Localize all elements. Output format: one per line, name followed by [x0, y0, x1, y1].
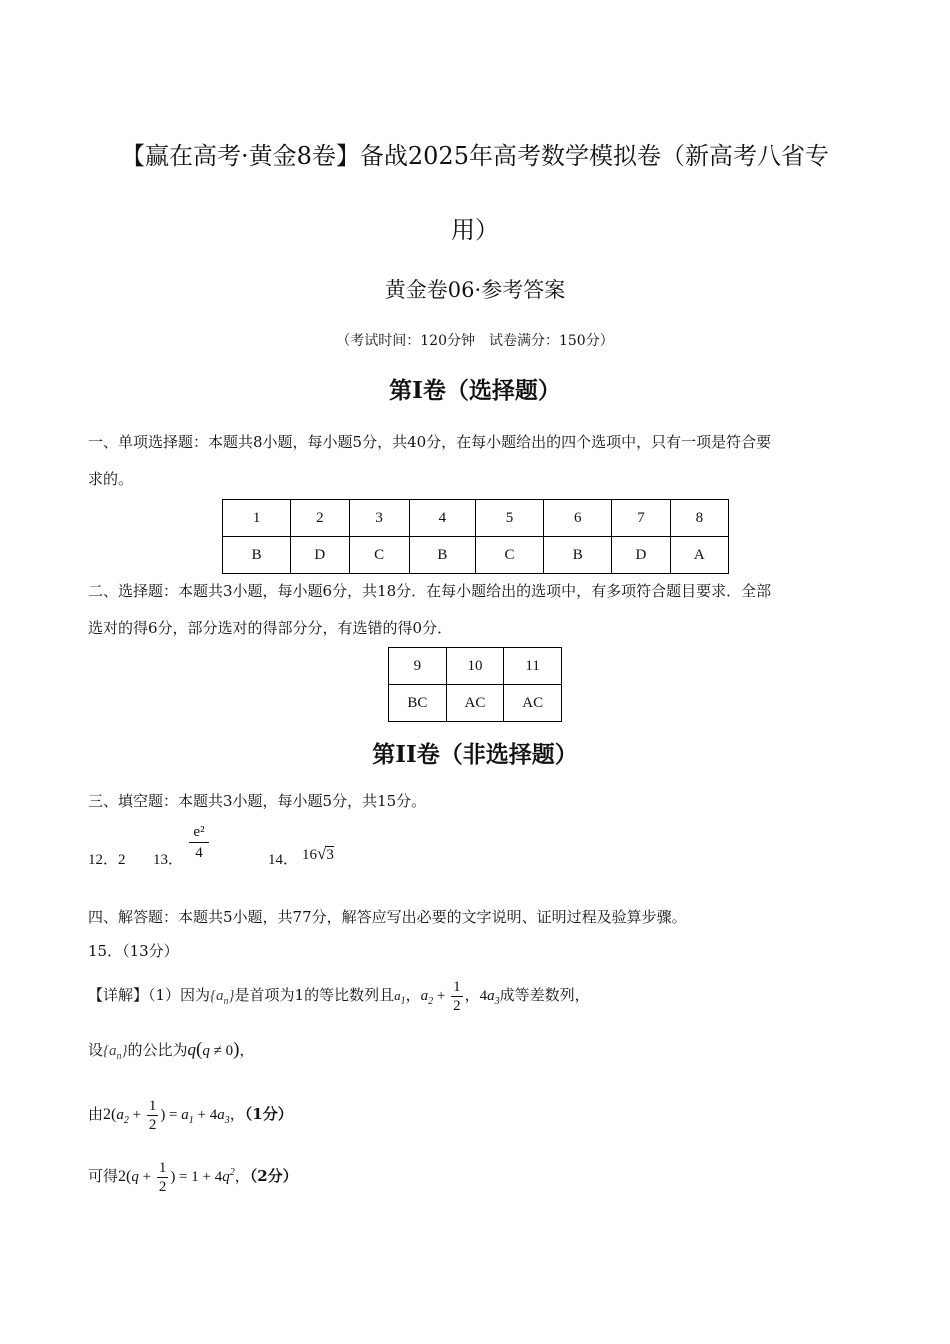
table-cell: 6 [544, 500, 612, 537]
table-row [389, 648, 562, 685]
table-cell: 7 [612, 500, 670, 537]
table-row [389, 685, 562, 722]
table-cell: 8 [670, 500, 728, 537]
table-row [223, 537, 729, 574]
solution-line1: 【详解】（1）因为$\{a_n\}$是首项为1的等比数列且$a_1$，$a_2$ + $\frac{1}{2}$ ，$4a_3$成等差数列， [88, 978, 590, 1014]
table-cell: C [349, 537, 409, 574]
section3-instructions: 三、填空题：本题共3小题，每小题5分，共15分。 [88, 792, 427, 810]
q14-answer: 16√3 [302, 844, 334, 863]
part2-heading: 第II卷（非选择题） [372, 741, 578, 768]
solution-line4: 可得2(q + $\frac{1}{2}$ ) = $1 + 4q^2$，（2分） [88, 1159, 298, 1195]
table-cell: AC [446, 685, 504, 722]
score-badge: （1分） [244, 1105, 293, 1123]
table-cell: B [223, 537, 291, 574]
table-cell: 9 [389, 648, 447, 685]
sqrt-symbol: √ [317, 844, 327, 863]
paper-title-line1: 【赢在高考·黄金8卷】备战2025年高考数学模拟卷（新高考八省专 [121, 142, 829, 170]
table-cell: 3 [349, 500, 409, 537]
q15-header: 15．（13分） [88, 942, 179, 960]
part1-heading: 第I卷（选择题） [389, 377, 561, 404]
table-cell: B [544, 537, 612, 574]
section4-instructions: 四、解答题：本题共5小题，共77分，解答应写出必要的文字说明、证明过程及验算步骤。 [88, 908, 687, 926]
table-cell: AC [504, 685, 562, 722]
table-cell: D [612, 537, 670, 574]
paper-subtitle: 黄金卷06·参考答案 [384, 278, 566, 302]
table-cell: 2 [291, 500, 349, 537]
table-cell: 5 [475, 500, 543, 537]
table-cell: D [291, 537, 349, 574]
q14-label: 14． [268, 852, 299, 868]
table-cell: A [670, 537, 728, 574]
q13-label: 13． [153, 852, 184, 868]
section2-instructions: 二、选择题：本题共3小题，每小题6分，共18分．在每小题给出的选项中，有多项符合题目要求．全部 [88, 582, 772, 600]
exam-info: （考试时间：120分钟 试卷满分：150分） [336, 333, 614, 349]
table-cell: B [409, 537, 475, 574]
table-cell: 11 [504, 648, 562, 685]
table-cell: 1 [223, 500, 291, 537]
score-badge: （2分） [249, 1167, 298, 1185]
answer-table-single-choice [222, 499, 729, 574]
table-row [223, 500, 729, 537]
section1-instructions-cont: 求的。 [88, 470, 134, 488]
q12-answer: 12．2 [88, 852, 126, 868]
solution-line3: 由$2(a_2$ + $\frac{1}{2}$ ) = $a_1 + 4a_3$，（1分） [88, 1097, 293, 1133]
table-cell: 10 [446, 648, 504, 685]
table-cell: BC [389, 685, 447, 722]
answer-table-multi-choice [388, 647, 562, 722]
solution-line2: 设$\{a_n\}$的公比为q(q ≠ 0)， [88, 1039, 255, 1062]
table-cell: C [475, 537, 543, 574]
paper-title-line2: 用） [451, 216, 499, 244]
section2-instructions-cont: 选对的得6分，部分选对的得部分分，有选错的得0分． [88, 619, 453, 637]
q13-fraction: e² 4 [189, 822, 209, 863]
table-cell: 4 [409, 500, 475, 537]
section1-instructions: 一、单项选择题：本题共8小题，每小题5分，共40分，在每小题给出的四个选项中，只有一项是符合要 [88, 433, 772, 451]
